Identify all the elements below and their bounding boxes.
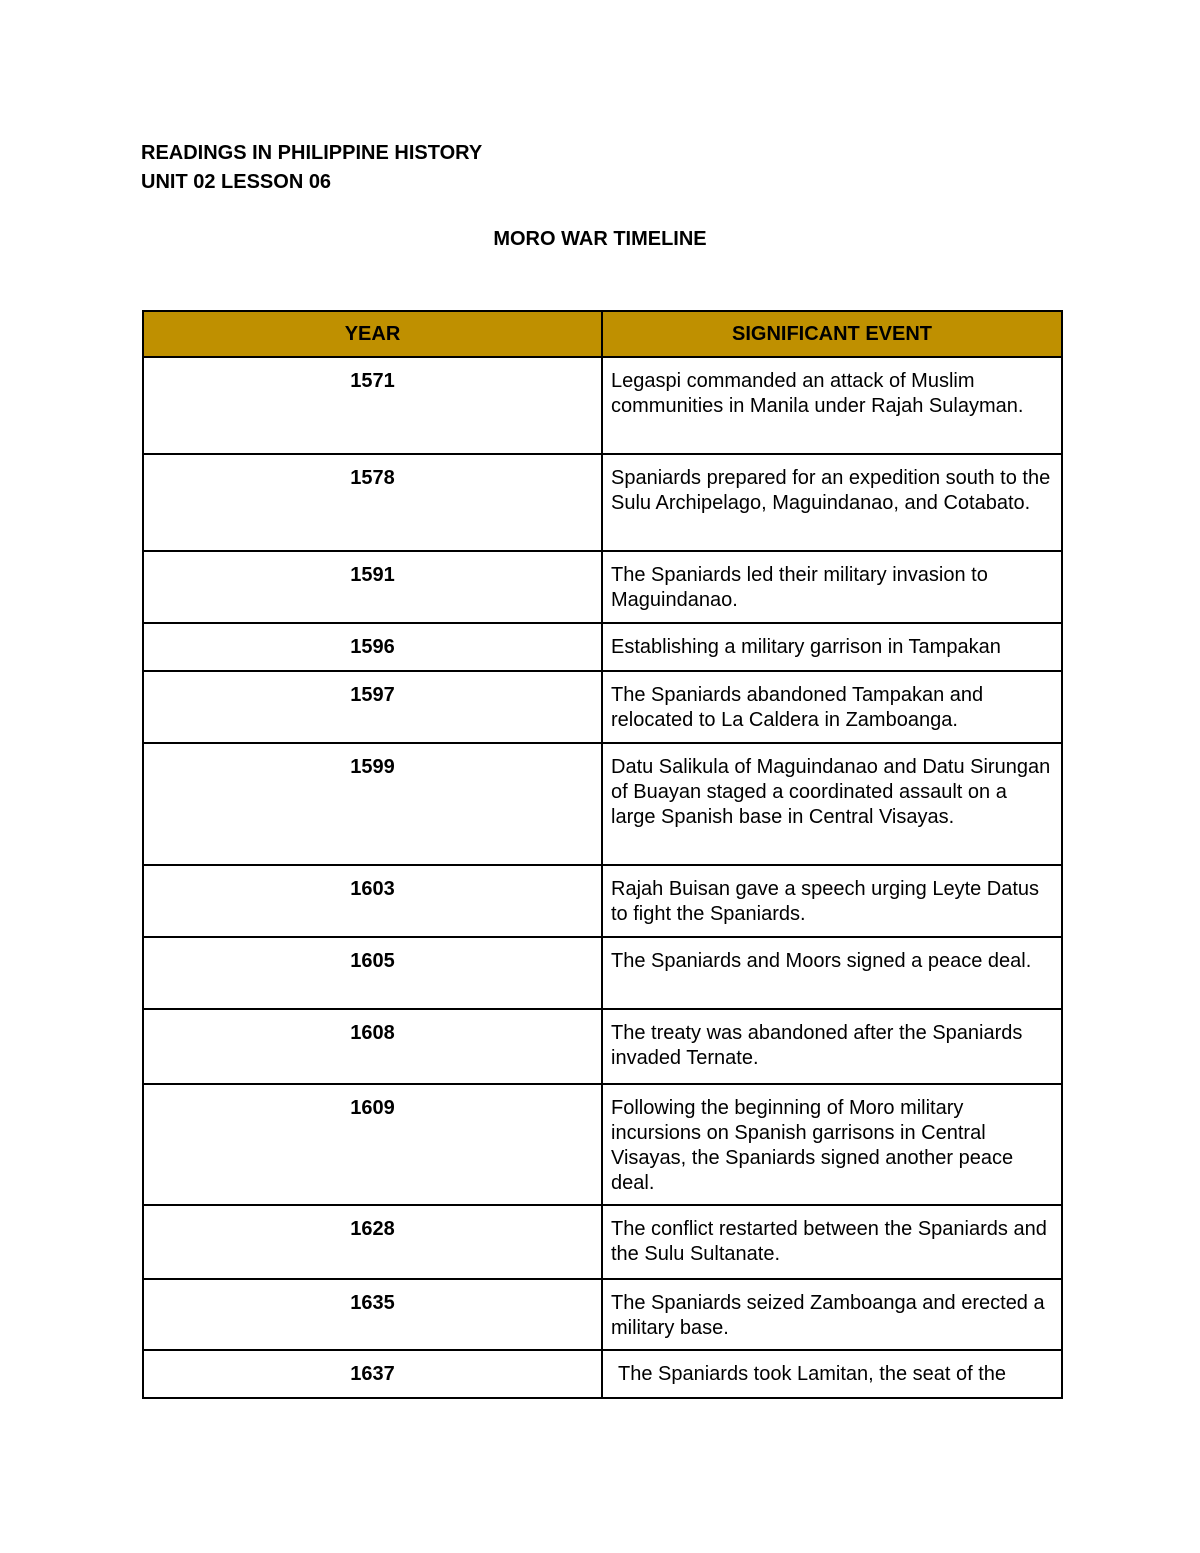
- table-row: [143, 865, 1062, 937]
- year-cell: 1591: [143, 551, 602, 623]
- event-cell: The Spaniards led their military invasion to Maguindanao.: [602, 551, 1062, 623]
- table-row: [143, 1279, 1062, 1350]
- table-row: [143, 1205, 1062, 1279]
- table-row: [143, 1009, 1062, 1084]
- year-cell: 1596: [143, 623, 602, 671]
- table-row: [143, 454, 1062, 551]
- year-column-header: YEAR: [143, 311, 602, 357]
- event-cell: Rajah Buisan gave a speech urging Leyte Datus to fight the Spaniards.: [602, 865, 1062, 937]
- timeline-table: [142, 310, 1063, 1399]
- course-title: READINGS IN PHILIPPINE HISTORY: [141, 142, 483, 164]
- year-cell: 1578: [143, 454, 602, 551]
- year-cell: 1637: [143, 1350, 602, 1398]
- year-cell: 1608: [143, 1009, 602, 1084]
- event-cell: Legaspi commanded an attack of Muslim communities in Manila under Rajah Sulayman.: [602, 357, 1062, 454]
- event-cell: Spaniards prepared for an expedition south to the Sulu Archipelago, Maguindanao, and Cotabato.: [602, 454, 1062, 551]
- event-cell: Establishing a military garrison in Tampakan: [602, 623, 1062, 671]
- table-row: [143, 743, 1062, 865]
- year-cell: 1605: [143, 937, 602, 1009]
- event-cell: Datu Salikula of Maguindanao and Datu Sirungan of Buayan staged a coordinated assault on a large Spanish base in Central Visayas.: [602, 743, 1062, 865]
- table-row: [143, 357, 1062, 454]
- event-cell: The Spaniards abandoned Tampakan and relocated to La Caldera in Zamboanga.: [602, 671, 1062, 743]
- event-cell: The conflict restarted between the Spaniards and the Sulu Sultanate.: [602, 1205, 1062, 1279]
- document-title: MORO WAR TIMELINE: [493, 228, 707, 250]
- year-cell: 1635: [143, 1279, 602, 1350]
- table-header-row: [143, 311, 1062, 357]
- event-cell: The Spaniards seized Zamboanga and erected a military base.: [602, 1279, 1062, 1350]
- year-cell: 1571: [143, 357, 602, 454]
- year-cell: 1599: [143, 743, 602, 865]
- table-row: [143, 551, 1062, 623]
- table-row: [143, 671, 1062, 743]
- event-cell: Following the beginning of Moro military incursions on Spanish garrisons in Central Visayas, the Spaniards signed another peace deal.: [602, 1084, 1062, 1205]
- event-column-header: SIGNIFICANT EVENT: [602, 311, 1062, 357]
- table-row: [143, 937, 1062, 1009]
- year-cell: 1603: [143, 865, 602, 937]
- table-row: [143, 623, 1062, 671]
- table-row: [143, 1084, 1062, 1205]
- table-row: [143, 1350, 1062, 1398]
- year-cell: 1597: [143, 671, 602, 743]
- event-cell: The Spaniards and Moors signed a peace deal.: [602, 937, 1062, 1009]
- year-cell: 1628: [143, 1205, 602, 1279]
- event-cell: The treaty was abandoned after the Spaniards invaded Ternate.: [602, 1009, 1062, 1084]
- unit-lesson-label: UNIT 02 LESSON 06: [141, 171, 332, 193]
- event-cell: The Spaniards took Lamitan, the seat of the: [602, 1350, 1062, 1398]
- year-cell: 1609: [143, 1084, 602, 1205]
